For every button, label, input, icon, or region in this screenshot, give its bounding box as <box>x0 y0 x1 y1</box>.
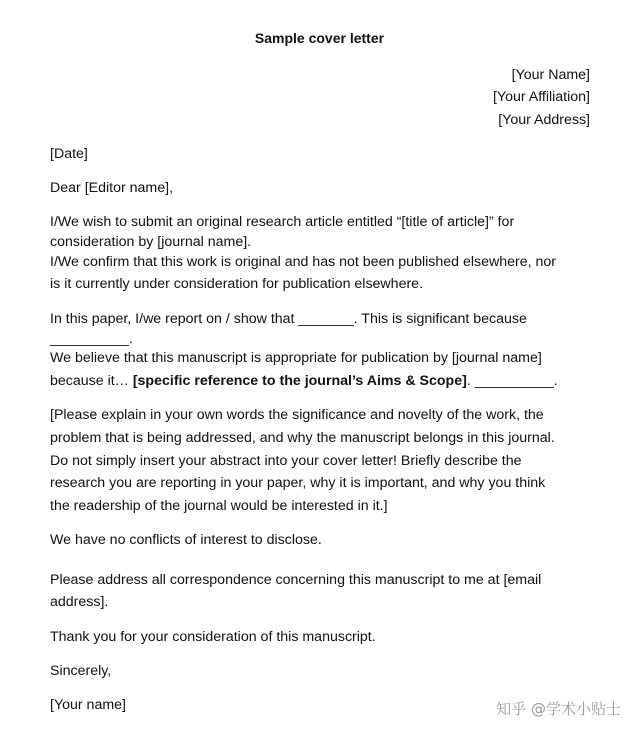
paragraph-2-line-1: In this paper, I/we report on / show that _______. This is significant because <box>50 311 527 327</box>
paragraph-2-line-4 <box>50 370 558 393</box>
correspondence-line-1: Please address all correspondence concerning this manuscript to me at [email <box>50 572 542 588</box>
paragraph-1-line-1: I/We wish to submit an original research article entitled “[title of article]” for <box>50 214 515 230</box>
document-title: Sample cover letter <box>254 30 385 46</box>
paragraph-2-line-4-end: . __________. <box>466 373 558 389</box>
paragraph-1-line-4: is it currently under consideration for publication elsewhere. <box>50 276 424 292</box>
paragraph-1-line-2: consideration by [journal name]. <box>50 234 252 250</box>
sender-affiliation: [Your Affiliation] <box>492 89 590 105</box>
paragraph-2-line-2: __________. <box>50 331 133 347</box>
date-line: [Date] <box>50 146 88 162</box>
watermark: 知乎 @学术小贴士 <box>496 700 621 718</box>
paragraph-2-line-3: We believe that this manuscript is appropriate for publication by [journal name] <box>50 350 542 366</box>
sender-address: [Your Address] <box>498 112 590 128</box>
closing: Sincerely, <box>50 663 112 679</box>
paragraph-1-line-3: I/We confirm that this work is original and has not been published elsewhere, nor <box>50 254 557 270</box>
conflicts-statement: We have no conflicts of interest to disclose. <box>50 532 322 548</box>
correspondence-line-2: address]. <box>50 594 109 610</box>
paragraph-3-line-2: problem that is being addressed, and why the manuscript belongs in this journal. <box>50 430 555 446</box>
paragraph-3-line-3: Do not simply insert your abstract into your cover letter! Briefly describe the <box>50 453 522 469</box>
paragraph-3-line-1: [Please explain in your own words the significance and novelty of the work, the <box>50 407 544 423</box>
paragraph-2-line-4-start: because it… <box>50 373 133 389</box>
aims-scope-reference: [specific reference to the journal’s Aims & Scope] <box>132 373 467 389</box>
salutation: Dear [Editor name], <box>50 180 174 196</box>
thanks-line: Thank you for your consideration of this manuscript. <box>50 629 376 645</box>
sender-name: [Your Name] <box>511 67 590 83</box>
paragraph-3-line-4: research you are reporting in your paper, why it is important, and why you think <box>50 475 546 491</box>
paragraph-3-line-5: the readership of the journal would be interested in it.] <box>50 498 388 514</box>
signature: [Your name] <box>50 697 126 713</box>
